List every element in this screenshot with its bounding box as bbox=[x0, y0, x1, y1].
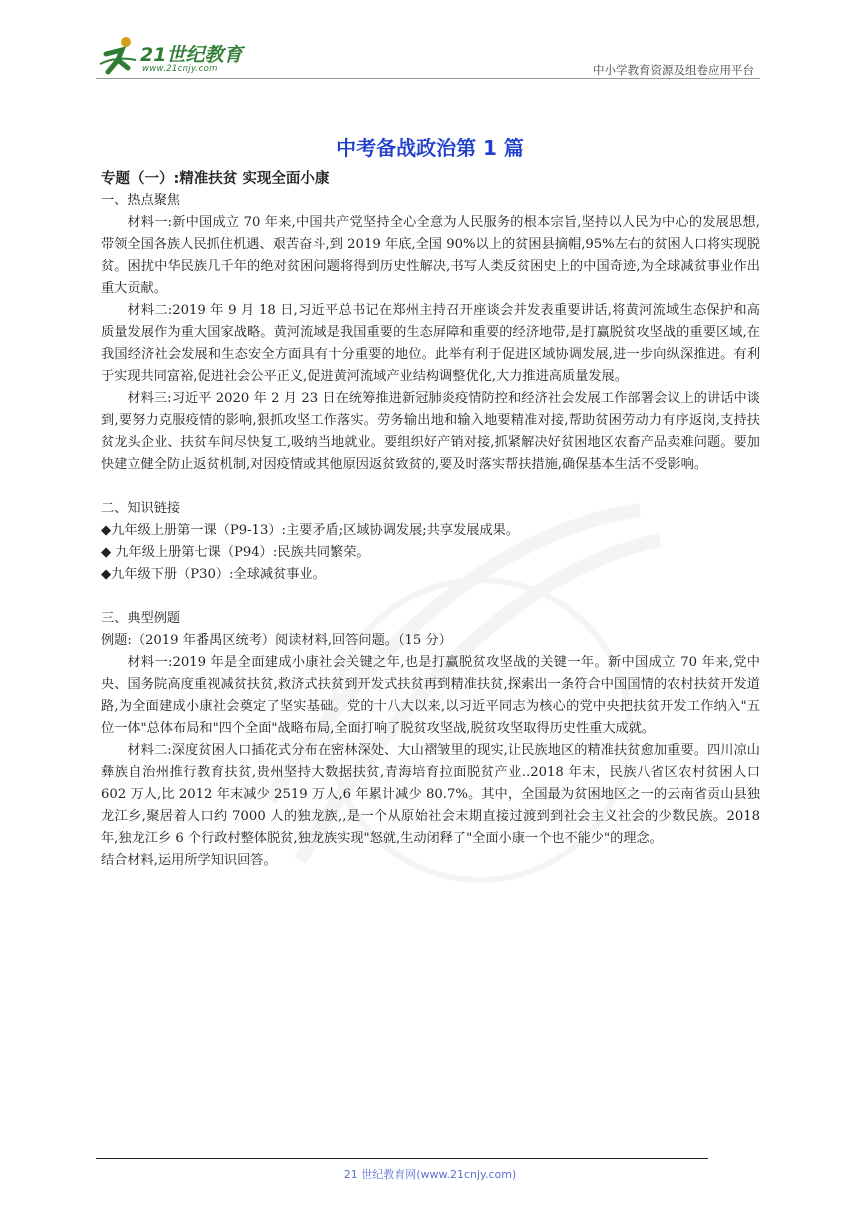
material-paragraph: 材料二:2019 年 9 月 18 日,习近平总书记在郑州主持召开座谈会并发表重要讲话,将黄河流域生态保护和高质量发展作为重大国家战略。黄河流域是我国重要的生态屏障和重要的经济地带,是打赢脱贫攻坚战的重要区域,在我国经济社会发展和生态安全方面具有十分重要的地位。此举有利于促进区域协调发展,进一步向纵深推进。有利于实现共同富裕,促进社会公平正义,促进黄河流域产业结构调整优化,大力推进高质量发展。 bbox=[101, 303, 760, 384]
material-paragraph: 材料一:新中国成立 70 年来,中国共产党坚持全心全意为人民服务的根本宗旨,坚持以人民为中心的发展思想,带领全国各族人民抓住机遇、艰苦奋斗,到 2019 年底,全国 90%以上的贫困县摘帽,95%左右的贫困人口将实现脱贫。困扰中华民族几千年的绝对贫困问题将得到历史性解决,书写人类反贫困史上的中国奇迹,为全球减贫事业作出重大贡献。 bbox=[101, 215, 760, 296]
header-divider bbox=[96, 78, 760, 79]
knowledge-item: ◆九年级下册（P30）:全球减贫事业。 bbox=[101, 567, 326, 582]
knowledge-item: ◆ 九年级上册第七课（P94）:民族共同繁荣。 bbox=[101, 545, 370, 560]
runner-logo-icon bbox=[96, 34, 140, 78]
material-paragraph: 材料二:深度贫困人口插花式分布在密林深处、大山褶皱里的现实,让民族地区的精准扶贫愈加重要。四川凉山彝族自治州推行教育扶贫,贵州坚持大数据扶贫,青海培育拉面脱贫产业..2018 年末，民族八省区农村贫困人口 602 万人,比 2012 年末减少 2519 万人,6 年累计减少 80.7%。其中，全国最为贫困地区之一的云南省贡山县独龙江乡,聚居着人口约 7000 人的独龙族,,是一个从原始社会末期直接过渡到到社会主义社会的少数民族。2018 年,独龙江乡 6 个行政村整体脱贫,独龙族实现"怒就,生动闭释了"全面小康一个也不能少"的理念。 bbox=[101, 743, 760, 846]
footer-link[interactable]: 21 世纪教育网(www.21cnjy.com) bbox=[343, 1168, 517, 1181]
section-heading-knowledge: 二、知识链接 bbox=[101, 501, 181, 516]
site-logo[interactable] bbox=[96, 34, 266, 78]
material-paragraph: 材料一:2019 年是全面建成小康社会关键之年,也是打赢脱贫攻坚战的关键一年。新中国成立 70 年来,党中央、国务院高度重视减贫扶贫,救济式扶贫到开发式扶贫再到精准扶贫,探索出一条符合中国国情的农村扶贫开发道路,为全面建成小康社会奠定了坚实基础。党的十八大以来,以习近平同志为核心的党中央把扶贫开发工作纳入"五位一体"总体布局和"四个全面"战略布局,全面打响了脱贫攻坚战,脱贫攻坚取得历史性重大成就。 bbox=[101, 655, 760, 736]
section-heading-hotspot: 一、热点聚焦 bbox=[101, 193, 181, 208]
logo-url: www.21cnjy.com bbox=[142, 64, 218, 74]
page-header bbox=[96, 34, 760, 80]
example-prompt: 例题:（2019 年番禺区统考）阅读材料,回答问题。（15 分） bbox=[101, 633, 452, 648]
material-paragraph: 材料三:习近平 2020 年 2 月 23 日在统筹推进新冠肺炎疫情防控和经济社会发展工作部署会议上的讲话中谈到,要努力克服疫情的影响,狠抓攻坚工作落实。劳务输出地和输入地要精准对接,帮助贫困劳动力有序返岗,支持扶贫龙头企业、扶贫车间尽快复工,吸纳当地就业。要组织好产销对接,抓紧解决好贫困地区农畜产品卖难问题。要加快建立健全防止返贫机制,对因疫情或其他原因返贫致贫的,要及时落实帮扶措施,确保基本生活不受影响。 bbox=[101, 391, 760, 472]
answer-instruction: 结合材料,运用所学知识回答。 bbox=[101, 853, 277, 868]
document-body bbox=[101, 168, 760, 872]
footer-divider bbox=[96, 1158, 708, 1159]
section-heading-example: 三、典型例题 bbox=[101, 611, 181, 626]
logo-text: 21世纪教育 bbox=[140, 44, 243, 66]
topic-heading: 专题（一）:精准扶贫 实现全面小康 bbox=[101, 171, 330, 187]
platform-name: 中小学教育资源及组卷应用平台 bbox=[593, 63, 754, 77]
knowledge-item: ◆九年级上册第一课（P9-13）:主要矛盾;区域协调发展;共享发展成果。 bbox=[101, 523, 520, 538]
document-title: 中考备战政治第 1 篇 bbox=[336, 136, 524, 160]
